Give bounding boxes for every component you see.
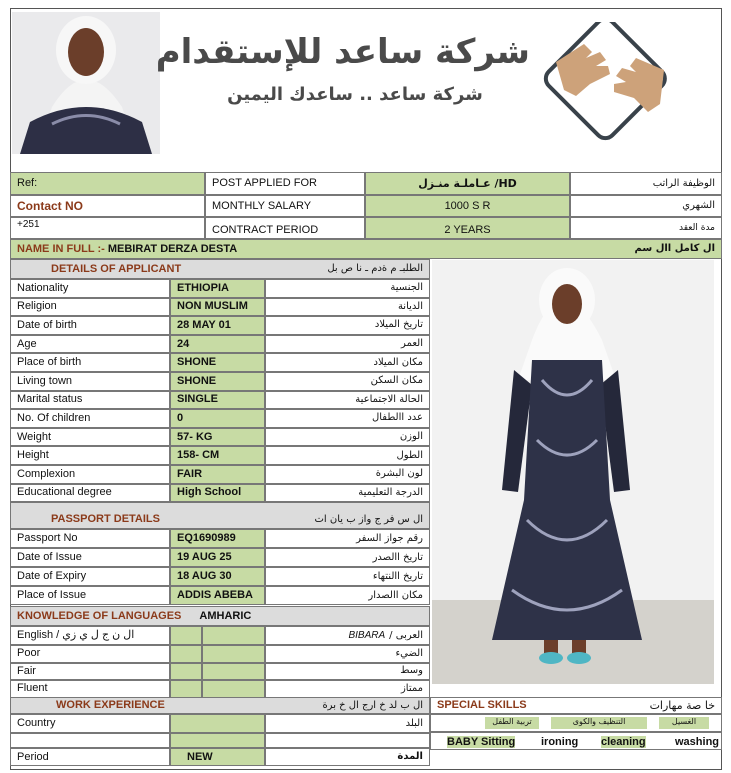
row-arabic-text: لون البشرة — [375, 468, 423, 480]
row-value — [170, 316, 265, 335]
salary-label: MONTHLY SALARY — [212, 199, 312, 212]
row-value — [170, 391, 265, 410]
skill-cleaning: cleaning — [601, 736, 646, 748]
applicant-portrait-icon — [12, 12, 160, 154]
row-label-text: Fluent — [17, 682, 48, 695]
arabic-lang-cell — [265, 626, 430, 645]
applicant-full-body-icon — [432, 260, 714, 684]
row-arabic — [265, 335, 430, 354]
row-value-text: 158- CM — [177, 449, 220, 462]
period-value-cell — [170, 748, 265, 766]
row-label — [10, 409, 170, 428]
phone-cell — [10, 217, 205, 239]
row-arabic-text: الطول — [396, 449, 423, 461]
salary-ar-cell — [570, 195, 722, 217]
row-value-text: 19 AUG 25 — [177, 551, 232, 563]
row-arabic-text: الضيء — [395, 647, 423, 659]
row-arabic-text: العمر — [401, 338, 423, 350]
row-value — [170, 335, 265, 354]
row-value — [170, 465, 265, 484]
row-value-text: FAIR — [177, 467, 203, 480]
small-photo — [12, 12, 160, 154]
row-value-text: ETHIOPIA — [177, 281, 229, 294]
row-value — [170, 279, 265, 298]
languages-header — [10, 606, 430, 626]
languages-value: AMHARIC — [199, 609, 252, 622]
row-arabic — [265, 279, 430, 298]
row-value-text: 18 AUG 30 — [177, 570, 232, 582]
row-label — [10, 446, 170, 465]
row-value-text: 28 MAY 01 — [177, 318, 231, 331]
row-label-text: No. Of children — [17, 411, 91, 424]
row-value — [170, 446, 265, 465]
row-label-text: Height — [17, 449, 49, 462]
row-label-text: Poor — [17, 647, 41, 660]
row-arabic-text: الوزن — [399, 431, 423, 443]
row-label-text: Place of Issue — [17, 589, 87, 601]
row-label — [10, 645, 170, 663]
post-value: HD/ عـاملـة منـزل — [418, 177, 517, 190]
row-arabic-text: الديانة — [397, 300, 423, 312]
full-body-photo — [432, 260, 714, 684]
row-arabic — [265, 465, 430, 484]
row-value-text: SINGLE — [177, 393, 218, 406]
row-col1 — [170, 680, 202, 698]
row-col1 — [170, 645, 202, 663]
row-value — [170, 484, 265, 503]
row-label — [10, 567, 170, 586]
contact-cell — [10, 195, 205, 217]
row-arabic — [265, 298, 430, 317]
helping-hands-logo-icon — [536, 22, 686, 150]
country-label-cell — [10, 714, 170, 733]
post-value-cell — [365, 172, 570, 195]
full-name: MEBIRAT DERZA DESTA — [107, 242, 238, 255]
row-label — [10, 529, 170, 548]
work-spacer-2 — [170, 733, 265, 748]
row-arabic-text: رقم جواز السفر — [356, 532, 423, 544]
row-arabic-text: تاريخ االصدر — [372, 551, 423, 563]
english-label-cell — [10, 626, 170, 645]
english-label: English / ال ن ج ل ي زي — [17, 629, 135, 641]
row-arabic — [265, 567, 430, 586]
languages-section-title: KNOWLEDGE OF LANGUAGES — [17, 609, 182, 622]
row-arabic-text: تاريخ الميلاد — [374, 319, 423, 331]
skills-section-arabic: خا صة مهارات — [649, 699, 715, 712]
english-col2 — [202, 626, 265, 645]
row-label — [10, 279, 170, 298]
row-label-text: Weight — [17, 430, 52, 443]
row-arabic — [265, 529, 430, 548]
contract-value: 2 YEARS — [444, 224, 491, 236]
row-label-text: Religion — [17, 300, 57, 313]
salary-value-cell — [365, 195, 570, 217]
passport-section-title: PASSPORT DETAILS — [51, 513, 160, 525]
row-value — [170, 372, 265, 391]
row-label — [10, 391, 170, 410]
row-arabic — [265, 409, 430, 428]
row-label-text: Educational degree — [17, 486, 112, 499]
row-arabic-text: ممتاز — [400, 682, 423, 694]
skill-arabic-washing: الغسيل — [659, 717, 709, 729]
post-arabic-label: الوظيفة الراتب — [652, 177, 715, 189]
row-value-text: EQ1690989 — [177, 532, 236, 544]
work-spacer-3 — [265, 733, 430, 748]
company-title: شركة ساعد للإستقدام — [155, 32, 530, 72]
row-arabic — [265, 316, 430, 335]
row-arabic — [265, 548, 430, 567]
work-header — [10, 697, 430, 714]
work-section-arabic: ال ب لد خ ارج ال خ برة — [322, 699, 423, 711]
arabic-lang-value: BIBARA — [348, 629, 386, 641]
row-value — [170, 586, 265, 605]
row-value — [170, 548, 265, 567]
row-label — [10, 335, 170, 354]
row-value — [170, 529, 265, 548]
salary-arabic-label: الشهري — [682, 200, 715, 211]
row-label — [10, 316, 170, 335]
skill-washing: washing — [675, 736, 720, 748]
row-label — [10, 428, 170, 447]
post-label-cell — [205, 172, 365, 195]
row-arabic — [265, 372, 430, 391]
skill-baby-sitting: BABY Sitting — [447, 736, 516, 748]
row-label-text: Place of birth — [17, 356, 82, 369]
row-arabic-text: تاريخ االنتهاء — [372, 570, 423, 582]
row-arabic-text: وسط — [400, 665, 423, 677]
row-label — [10, 353, 170, 372]
row-label — [10, 465, 170, 484]
skill-baby-group — [447, 736, 515, 748]
arabic-lang-label: العربى / — [389, 629, 423, 641]
salary-value: 1000 S R — [444, 199, 491, 212]
row-label — [10, 663, 170, 681]
passport-section-arabic: ال س فر ج واز ب يان ات — [314, 514, 423, 525]
company-slogan: شركة ساعد .. ساعدك اليمين — [227, 84, 483, 105]
row-label-text: Fair — [17, 664, 36, 677]
row-label — [10, 372, 170, 391]
row-label-text: Date of birth — [17, 318, 77, 331]
applicant-header — [10, 259, 430, 279]
country-label: Country — [17, 717, 56, 729]
post-ar-cell — [570, 172, 722, 195]
row-col1 — [170, 663, 202, 681]
row-arabic — [265, 391, 430, 410]
contract-value-cell — [365, 217, 570, 239]
period-label: Period — [17, 750, 49, 763]
row-label-text: Date of Expiry — [17, 570, 87, 582]
skills-row — [430, 732, 722, 750]
english-col1 — [170, 626, 202, 645]
row-arabic — [265, 663, 430, 681]
row-label — [10, 586, 170, 605]
name-row — [10, 239, 722, 259]
ref-cell — [10, 172, 205, 195]
row-arabic-text: الجنسية — [390, 282, 423, 294]
name-arabic-label: ال كامل اال سم — [634, 243, 715, 254]
row-col2 — [202, 645, 265, 663]
row-value — [170, 428, 265, 447]
name-group — [17, 244, 237, 255]
row-arabic-text: مكان السكن — [370, 375, 423, 387]
row-label-text: Date of Issue — [17, 551, 82, 563]
applicant-section-arabic: الطلبـ م ةدم ـ نا ص بل — [327, 263, 423, 274]
post-label: POST APPLIED FOR — [212, 177, 317, 189]
skill-arabic-cleaning: التنظيف والكوى — [551, 717, 647, 729]
row-value — [170, 353, 265, 372]
period-label-cell — [10, 748, 170, 766]
name-label: NAME IN FULL :- — [17, 242, 105, 255]
row-arabic-text: الحالة الاجتماعية — [355, 393, 423, 405]
row-arabic — [265, 446, 430, 465]
period-ar-cell — [265, 748, 430, 766]
row-value-text: ADDIS ABEBA — [177, 589, 253, 601]
row-arabic-text: مكان الميلاد — [373, 356, 423, 368]
row-value-text: SHONE — [177, 374, 217, 387]
contract-label: CONTRACT PERIOD — [212, 224, 319, 236]
row-value-text: 0 — [177, 411, 184, 424]
row-col2 — [202, 680, 265, 698]
phone-code: +251 — [17, 219, 40, 230]
row-value — [170, 567, 265, 586]
row-arabic — [265, 680, 430, 698]
row-value — [170, 298, 265, 317]
row-arabic — [265, 645, 430, 663]
salary-label-cell — [205, 195, 365, 217]
contract-arabic-label: مدة العقد — [679, 222, 715, 233]
row-arabic-text: عدد االطفال — [371, 412, 423, 424]
row-value — [170, 409, 265, 428]
row-col2 — [202, 663, 265, 681]
row-value-text: SHONE — [177, 356, 217, 369]
row-label-text: Nationality — [17, 281, 69, 294]
period-arabic-label: المدة — [397, 751, 423, 762]
contract-ar-cell — [570, 217, 722, 239]
skill-arabic-childcare: تربية الطفل — [485, 717, 539, 729]
work-section-title: WORK EXPERIENCE — [56, 699, 165, 711]
ref-label: Ref: — [17, 177, 38, 189]
row-label-text: Age — [17, 337, 37, 350]
row-label-text: Marital status — [17, 393, 83, 406]
contact-label: Contact NO — [17, 199, 83, 213]
row-label-text: Living town — [17, 374, 73, 387]
company-logo — [536, 22, 686, 150]
row-label — [10, 298, 170, 317]
period-value: NEW — [187, 750, 213, 763]
row-arabic — [265, 586, 430, 605]
row-label — [10, 484, 170, 503]
row-arabic — [265, 484, 430, 503]
country-arabic-label: البلد — [405, 717, 423, 729]
skills-header — [430, 697, 722, 714]
row-label — [10, 680, 170, 698]
row-value-text: NON MUSLIM — [177, 300, 248, 313]
row-arabic-text: الدرجة التعليمية — [358, 486, 423, 498]
skills-arabic-row — [430, 714, 722, 732]
country-ar-cell — [265, 714, 430, 733]
work-spacer-1 — [10, 733, 170, 748]
contract-label-cell — [205, 217, 365, 239]
row-value-text: 24 — [177, 337, 190, 350]
skill-ironing: ironing — [541, 736, 579, 748]
applicant-section-title: DETAILS OF APPLICANT — [51, 262, 182, 275]
row-value-text: High School — [177, 486, 242, 499]
row-value-text: 57- KG — [177, 430, 213, 443]
row-label — [10, 548, 170, 567]
skills-section-title: SPECIAL SKILLS — [437, 699, 527, 711]
row-arabic-text: مكان االصدار — [368, 589, 423, 601]
row-label-text: Complexion — [17, 467, 76, 480]
row-label-text: Passport No — [17, 532, 78, 544]
row-arabic — [265, 353, 430, 372]
row-arabic — [265, 428, 430, 447]
passport-header — [10, 502, 430, 529]
country-value-cell — [170, 714, 265, 733]
